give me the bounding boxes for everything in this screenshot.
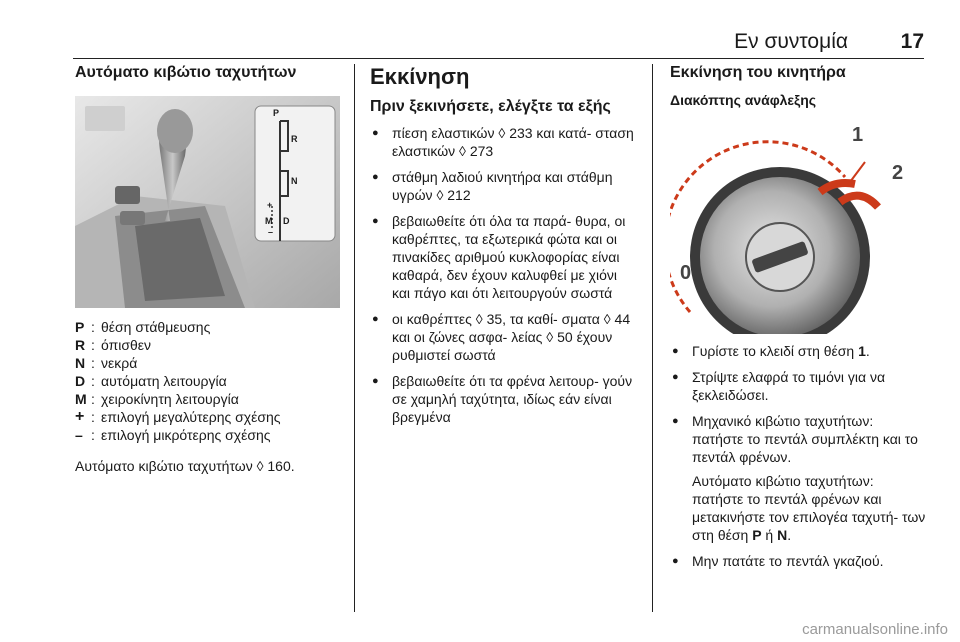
gate-label-p: P [273, 108, 280, 118]
gate-label-m: M [265, 216, 273, 226]
gear-selector-image [75, 96, 340, 308]
list-item: ● στάθμη λαδιού κινητήρα και στάθμη υγρών ◊ 212 [370, 168, 638, 204]
checklist [370, 124, 638, 426]
list-item: ● βεβαιωθείτε ότι τα φρένα λειτουρ- γούν σε χαμηλή ταχύτητα, ιδίως εάν είναι βρεγμένα [370, 372, 638, 426]
page-number: 17 [900, 30, 924, 53]
legend-row: P : θέση στάθμευσης [75, 319, 211, 335]
list-item-continuation: Αυτόματο κιβώτιο ταχυτήτων: πατήστε το πεντάλ φρένων και μετακινήστε τον επιλογέα ταχυτή- των στη θέση P ή N. [692, 473, 926, 543]
gate-label-plus: + [267, 200, 273, 210]
engine-start-title: Εκκίνηση του κινητήρα [670, 64, 846, 81]
column-engine-start [670, 64, 928, 578]
list-item: ● Στρίψτε ελαφρά το τιμόνι για να ξεκλειδώσει. [670, 368, 928, 404]
list-item: ● Μηχανικό κιβώτιο ταχυτήτων: πατήστε το πεντάλ συμπλέκτη και το πεντάλ φρένων. Αυτόματο κιβώτιο ταχυτήτων: πατήστε το πεντάλ φρένων και μετακινήστε τον επιλογέα ταχυτή- των στη θέση P ή N. [670, 412, 928, 544]
gate-label-d: D [283, 216, 290, 226]
transmission-title: Αυτόματο κιβώτιο ταχυτήτων [75, 64, 297, 81]
position-label-1: 1 [852, 124, 864, 146]
transmission-reference[interactable]: Αυτόματο κιβώτιο ταχυτήτων ◊ 160. [75, 458, 295, 474]
gate-label-n: N [291, 176, 298, 186]
column-divider [354, 64, 355, 612]
page-header [0, 0, 960, 60]
header-rule [73, 58, 924, 59]
gear-legend [75, 318, 340, 444]
ignition-switch-subtitle: Διακόπτης ανάφλεξης [670, 92, 817, 108]
list-item: ● Μην πατάτε το πεντάλ γκαζιού. [670, 552, 928, 570]
ignition-switch-illustration [670, 122, 928, 334]
engine-start-steps [670, 342, 928, 570]
position-label-2: 2 [892, 162, 904, 184]
position-label-0: 0 [680, 262, 692, 284]
list-item: ● οι καθρέπτες ◊ 35, τα καθί- σματα ◊ 44 και οι ζώνες ασφα- λείας ◊ 50 έχουν ρυθμιστεί σωστά [370, 310, 638, 364]
column-divider [652, 64, 653, 612]
starting-title: Εκκίνηση [370, 64, 470, 89]
legend-row: – : επιλογή μικρότερης σχέσης [75, 427, 271, 443]
gate-label-minus: – [268, 227, 274, 237]
legend-row: R : όπισθεν [75, 337, 152, 353]
gear-selector-illustration [75, 96, 340, 308]
section-title: Εν συντομία [734, 30, 848, 53]
before-start-subtitle: Πριν ξεκινήσετε, ελέγξτε τα εξής [370, 98, 611, 115]
list-item: ● Γυρίστε το κλειδί στη θέση 1. [670, 342, 928, 360]
legend-row: + : επιλογή μεγαλύτερης σχέσης [75, 408, 281, 425]
legend-row: N : νεκρά [75, 355, 138, 371]
legend-row: D : αυτόματη λειτουργία [75, 373, 227, 389]
list-item: ● βεβαιωθείτε ότι όλα τα παρά- θυρα, οι καθρέπτες, τα εξωτερικά φώτα και οι πινακίδες αριθμού κυκλοφορίας είναι καθαρά, δεν έχουν καλυφθεί με χιόνι και πάγο και ότι λειτουργούν σωστά [370, 212, 638, 302]
ignition-switch-image [670, 122, 928, 334]
column-starting [370, 64, 638, 434]
list-item: ● πίεση ελαστικών ◊ 233 και κατά- σταση ελαστικών ◊ 273 [370, 124, 638, 160]
column-transmission [75, 64, 340, 474]
watermark: carmanualsonline.info [802, 621, 948, 638]
gate-label-r: R [291, 134, 298, 144]
legend-row: M : χειροκίνητη λειτουργία [75, 391, 239, 407]
